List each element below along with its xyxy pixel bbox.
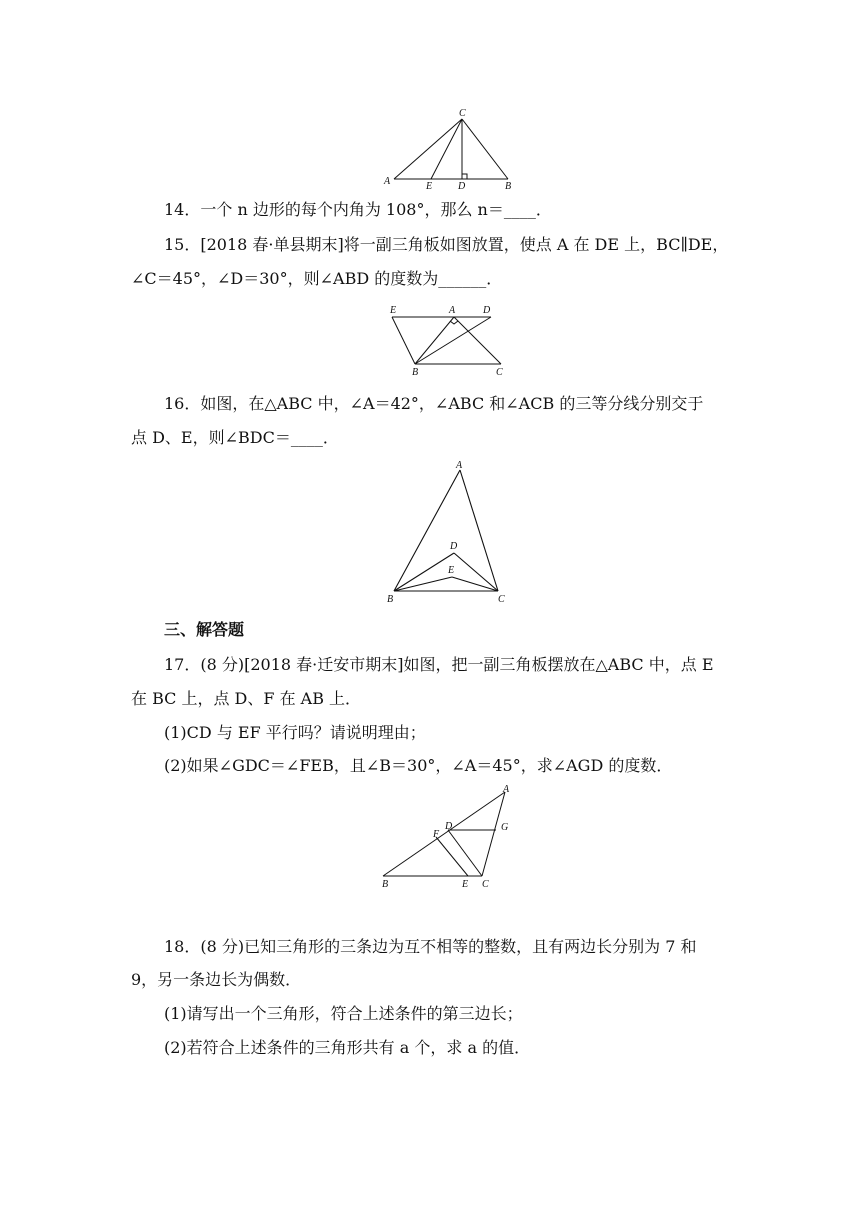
fig17-label-d: D [445,821,453,832]
fig15-segment-ac [454,317,501,364]
fig17-segment-ba [383,792,505,876]
figure-q15-svg [386,302,516,378]
fig15-label-b: B [412,367,419,378]
fig13-segment-cb [462,119,508,179]
question-18-line-2 [131,969,860,991]
fig13-segment-ce [431,119,462,179]
fig13-label-e: E [426,181,433,192]
fig16-segment-bd [394,553,454,591]
question-16-line-1 [164,393,860,415]
question-14-text: 14．一个 n 边形的每个内角为 108°，那么 n＝____． [164,200,552,219]
fig16-label-e: E [448,565,455,576]
question-17-part-2 [164,755,860,777]
question-18-text-1: 18．(8 分)已知三角形的三条边为互不相等的整数，且有两边长分别为 7 和 [164,937,697,956]
fig15-label-a: A [449,305,456,316]
question-17-part-1-text: (1)CD 与 EF 平行吗？请说明理由； [164,723,426,742]
fig13-label-a: A [384,176,391,187]
figure-q16-svg [384,458,514,606]
fig13-right-angle-mark [462,174,467,179]
fig17-label-a: A [503,784,510,795]
fig17-label-b: B [382,879,389,890]
question-17-line-1 [164,654,860,676]
question-17-text-1: 17．(8 分)[2018 春·迁安市期末]如图，把一副三角板摆放在△ABC 中，点 E [164,655,714,674]
fig15-label-d: D [483,305,491,316]
fig16-label-b: B [387,594,394,605]
fig16-label-d: D [450,541,458,552]
fig17-label-g: G [501,822,509,833]
question-18-part-2 [164,1037,860,1059]
question-17-part-1 [164,722,860,744]
question-17-part-2-text: (2)如果∠GDC＝∠FEB，且∠B＝30°，∠A＝45°，求∠AGD 的度数． [164,756,673,775]
fig13-label-c: C [459,108,466,119]
fig16-segment-ac [460,470,498,591]
question-18-part-1-text: (1)请写出一个三角形，符合上述条件的第三边长； [164,1004,523,1023]
question-14 [164,199,860,221]
fig16-label-a: A [456,460,463,471]
fig13-label-d: D [458,181,466,192]
figure-q17-svg [378,782,520,892]
fig15-right-angle-mark [450,321,458,324]
fig13-label-b: B [505,181,512,192]
figure-q13-svg [378,106,518,190]
question-15-line-1 [164,234,860,256]
fig15-segment-eb [392,317,415,364]
section-3-title [164,619,860,641]
question-16-text-2: 点 D、E，则∠BDC＝____． [131,428,339,447]
question-15-line-2 [131,268,860,290]
fig17-segment-ef [436,837,468,876]
fig16-segment-ce [452,577,498,591]
fig17-label-f: F [433,829,440,840]
question-16-text-1: 16．如图，在△ABC 中，∠A＝42°，∠ABC 和∠ACB 的三等分线分别交于 [164,394,704,413]
fig15-segment-db [415,317,491,364]
fig17-segment-cd [448,830,482,876]
fig16-segment-be [394,577,452,591]
fig16-label-c: C [498,594,505,605]
question-15-text-1: 15．[2018 春·单县期末]将一副三角板如图放置，使点 A 在 DE 上，BC∥DE， [164,235,729,254]
question-18-part-1 [164,1003,860,1025]
figure-q16 [384,458,514,606]
figure-q17 [378,782,520,892]
fig15-label-e: E [390,305,397,316]
fig15-label-c: C [496,367,503,378]
question-17-line-2 [131,688,860,710]
fig16-segment-cd [454,553,498,591]
question-18-part-2-text: (2)若符合上述条件的三角形共有 a 个，求 a 的值． [164,1038,531,1057]
question-18-text-2: 9，另一条边长为偶数． [131,970,302,989]
fig17-segment-ca [482,792,505,876]
question-15-text-2: ∠C＝45°，∠D＝30°，则∠ABD 的度数为______． [131,269,503,288]
question-18-line-1 [164,936,860,958]
fig15-segment-ab [415,317,454,364]
figure-q15 [386,302,516,378]
fig17-label-c: C [482,879,489,890]
fig13-segment-ac [394,119,462,179]
figure-q13 [378,106,518,190]
question-16-line-2 [131,427,860,449]
section-3-title-text: 三、解答题 [164,620,245,639]
question-17-text-2: 在 BC 上，点 D、F 在 AB 上． [131,689,362,708]
fig17-label-e: E [462,879,469,890]
